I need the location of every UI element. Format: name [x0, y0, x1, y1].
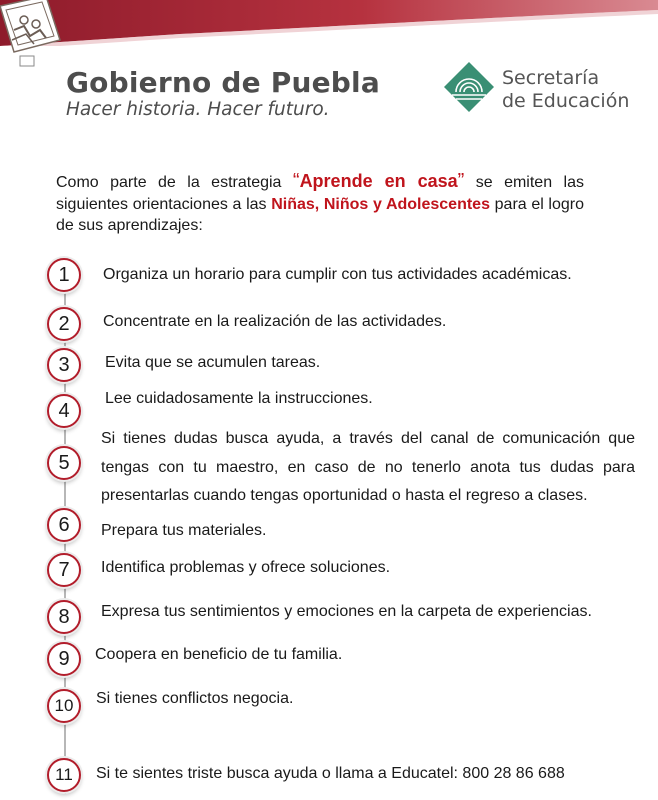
intro-text-2: se emiten las siguientes orientaciones a las — [56, 174, 585, 213]
government-slogan: Hacer historia. Hacer futuro. — [66, 99, 330, 120]
step-text: Prepara tus materiales. — [101, 522, 267, 539]
step-text: Identifica problemas y ofrece soluciones. — [101, 559, 391, 576]
step-text: Organiza un horario para cumplir con tus actividades académicas. — [103, 266, 572, 283]
secretariat-name-line2: de Educación — [502, 90, 630, 112]
quote-open: “ — [292, 170, 300, 192]
intro-paragraph — [56, 171, 584, 237]
secretariat-name-line1: Secretaría — [502, 67, 600, 89]
step-text: Evita que se acumulen tareas. — [105, 354, 321, 371]
secretariat-logo-icon — [444, 62, 494, 112]
puebla-emblem-icon — [0, 0, 62, 78]
step-number-badge: 1 — [47, 258, 81, 292]
step-text: Si tienes conflictos negocia. — [96, 690, 294, 707]
step-text: Lee cuidadosamente la instrucciones. — [105, 390, 373, 407]
government-title: Gobierno de Puebla — [66, 66, 380, 99]
step-text: Si te sientes triste busca ayuda o llama a Educatel: 800 28 86 688 — [96, 765, 565, 782]
step-text: Expresa tus sentimientos y emociones en la carpeta de experiencias. — [101, 603, 592, 620]
step-number-badge: 10 — [47, 689, 81, 723]
step-number-badge: 8 — [47, 600, 81, 634]
step-number-badge: 4 — [47, 394, 81, 428]
header-band — [0, 0, 658, 46]
step-number-badge: 7 — [47, 553, 81, 587]
quote-close: ” — [457, 170, 465, 192]
intro-text-1: Como parte de la estrategia — [56, 174, 293, 191]
audience-label: Niñas, Niños y Adolescentes — [271, 195, 490, 213]
step-text: Si tienes dudas busca ayuda, a través del canal de comunicación que tengas con tu maestro, en caso de no tenerlo anota tus dudas para presentarlas cuando tengas oportunidad o hasta el regreso a clases. — [101, 430, 635, 504]
step-number-badge: 6 — [47, 508, 81, 542]
step-number-badge: 2 — [47, 307, 81, 341]
step-number-badge: 3 — [47, 348, 81, 382]
step-number-badge: 9 — [47, 642, 81, 676]
step-text: Concentrate en la realización de las actividades. — [103, 313, 447, 330]
step-number-badge: 11 — [47, 758, 81, 792]
intro-text-3: para el logro de sus aprendizajes: — [56, 195, 585, 234]
step-number-badge: 5 — [47, 446, 81, 480]
strategy-name: Aprende en casa — [299, 171, 458, 191]
step-text: Coopera en beneficio de tu familia. — [95, 646, 343, 663]
